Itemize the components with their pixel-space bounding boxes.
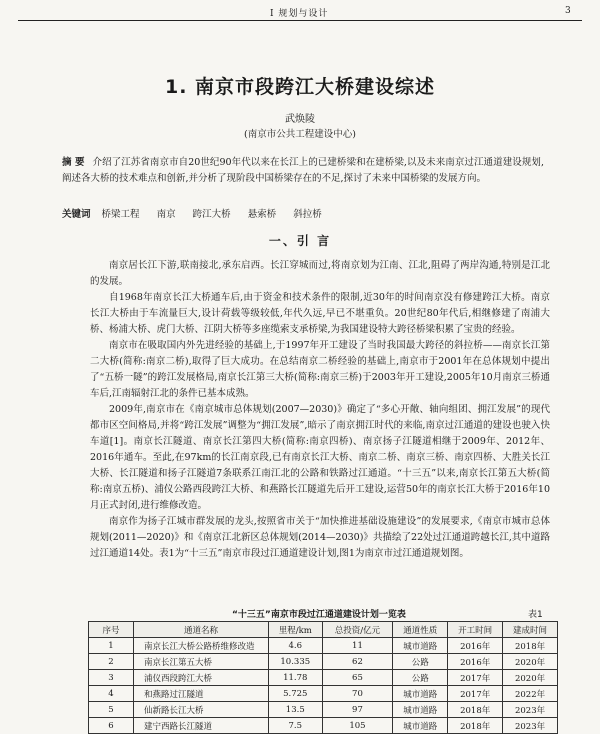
- table-cell: 和燕路过江隧道: [134, 686, 269, 702]
- table-cell: 6: [89, 718, 134, 734]
- keyword: 桥梁工程: [101, 209, 140, 220]
- table-cell: 城市道路: [393, 686, 448, 702]
- table-cell: 5.725: [269, 686, 323, 702]
- keyword: 跨江大桥: [192, 209, 231, 220]
- table-cell: 2018年: [448, 718, 503, 734]
- column-header: 总投资/亿元: [322, 622, 393, 638]
- table-cell: 仙新路长江大桥: [134, 702, 269, 718]
- table-cell: 3: [89, 670, 134, 686]
- page-number: 3: [565, 6, 571, 16]
- table-cell: 2020年: [503, 670, 558, 686]
- paragraph: 南京市在吸取国内外先进经验的基础上,于1997年开工建设了当时我国最大跨径的斜拉桥——南京长江第二大桥(简称:南京二桥),取得了巨大成功。在总结南京二桥经验的基础上,南京市于2001年在总体规划中提出了“五桥一隧”的跨江发展格局,南京长江第三大桥(简称:南京三桥)于2003年开工建设,2005年10月南京三桥通车后,江南辐射江北的条件已基本成熟。: [90, 340, 550, 399]
- table-cell: 城市道路: [393, 638, 448, 654]
- paragraph: 2009年,南京市在《南京城市总体规划(2007—2030)》确定了“多心开敞、轴向组团、拥江发展”的现代都市区空间格局,并将“跨江发展”调整为“拥江发展”,暗示了南京拥江时代的来临,南京过江通道的建设也驶入快车道[1]。南京长江隧道、南京长江第四大桥(简称:南京四桥)、南京扬子江隧道相继于2009年、2012年、2016年通车。至此,在97km的长江南京段,已有南京长江大桥、南京二桥、南京三桥、南京四桥、大胜关长江大桥、长江隧道和扬子江隧道7条联系江南江北的公路和铁路过江通道。“十三五”以来,南京长江第五大桥(简称:南京五桥)、浦仪公路西段跨江大桥、和燕路长江隧道先后开工建设,运营50年的南京长江大桥于2016年10月正式封闭,进行维修改造。: [90, 404, 550, 511]
- header-section: Ⅰ 规划与设计: [270, 9, 329, 19]
- affiliation: (南京市公共工程建设中心): [244, 129, 356, 140]
- keywords: [62, 206, 544, 220]
- abstract-label: 摘 要: [62, 157, 85, 168]
- table-number: 表1: [528, 610, 543, 620]
- table-cell: 11: [322, 638, 393, 654]
- table-cell: 11.78: [269, 670, 323, 686]
- table-cell: 65: [322, 670, 393, 686]
- table-cell: 105: [322, 718, 393, 734]
- table-cell: 2016年: [448, 638, 503, 654]
- table-cell: 公路: [393, 654, 448, 670]
- table-cell: 2023年: [503, 718, 558, 734]
- table-cell: 4: [89, 686, 134, 702]
- table-cell: 2023年: [503, 702, 558, 718]
- keyword: 南京: [156, 209, 176, 220]
- column-header: 序号: [89, 622, 134, 638]
- table-cell: 10.335: [269, 654, 323, 670]
- table-cell: 5: [89, 702, 134, 718]
- table-row: [89, 654, 558, 670]
- table-cell: 1: [89, 638, 134, 654]
- table-cell: 2017年: [448, 686, 503, 702]
- table-cell: 2: [89, 654, 134, 670]
- header-rule: [18, 20, 582, 21]
- table-cell: 浦仪西段跨江大桥: [134, 670, 269, 686]
- table-cell: 2016年: [448, 654, 503, 670]
- section-heading: 一、引 言: [268, 234, 332, 248]
- table-cell: 城市道路: [393, 702, 448, 718]
- column-header: 建成时间: [503, 622, 558, 638]
- body-text: [90, 258, 550, 562]
- article-title: 1. 南京市段跨江大桥建设综述: [164, 76, 436, 98]
- paragraph: 南京作为扬子江城市群发展的龙头,按照省市关于“加快推进基础设施建设”的发展要求,《南京市城市总体规划(2011—2020)》和《南京江北新区总体规划(2014—2030)》共描绘了22处过江通道跨越长江,其中道路过江通道14处。表1为“十三五”南京市段过江通道建设计划,图1为南京市过江通道规划图。: [90, 516, 550, 559]
- table-row: [89, 718, 558, 734]
- abstract: [62, 155, 544, 187]
- table-row: [89, 686, 558, 702]
- table-row: [89, 638, 558, 654]
- table-cell: 公路: [393, 670, 448, 686]
- table-cell: 2018年: [448, 702, 503, 718]
- keyword: 斜拉桥: [293, 209, 322, 220]
- table-title: “十三五”南京市段过江通道建设计划一览表: [232, 610, 406, 620]
- table-cell: 建宁西路长江隧道: [134, 718, 269, 734]
- table-cell: 2020年: [503, 654, 558, 670]
- paragraph: 自1968年南京长江大桥通车后,由于资金和技术条件的限制,近30年的时间南京没有修建跨江大桥。南京长江大桥由于车流量巨大,设计荷载等级较低,年代久远,早已不堪重负。20世纪80年代后,相继修建了南浦大桥、杨浦大桥、虎门大桥、江阴大桥等多座缆索支承桥梁,为我国建设特大跨径桥梁积累了宝贵的经验。: [90, 292, 550, 335]
- table-cell: 2017年: [448, 670, 503, 686]
- table-cell: 城市道路: [393, 718, 448, 734]
- author: 武焕陵: [285, 114, 315, 125]
- table-cell: 2018年: [503, 638, 558, 654]
- table-row: [89, 702, 558, 718]
- column-header: 通道性质: [393, 622, 448, 638]
- table-cell: 南京长江大桥公路桥维修改造: [134, 638, 269, 654]
- column-header: 通道名称: [134, 622, 269, 638]
- table-row: [89, 670, 558, 686]
- table-cell: 4.6: [269, 638, 323, 654]
- keywords-label: 关键词: [62, 209, 91, 220]
- table-cell: 62: [322, 654, 393, 670]
- table-header-row: [89, 622, 558, 638]
- running-header: [0, 6, 600, 20]
- abstract-text: 介绍了江苏省南京市自20世纪90年代以来在长江上的已建桥梁和在建桥梁,以及未来南京过江通道建设规划,阐述各大桥的技术难点和创新,并分析了现阶段中国桥梁存在的不足,探讨了未来中国桥梁的发展方向。: [62, 157, 544, 184]
- construction-plan-table: [88, 621, 558, 734]
- table-cell: 13.5: [269, 702, 323, 718]
- paragraph: 南京居长江下游,联南接北,承东启西。长江穿城而过,将南京划为江南、江北,阻碍了两岸沟通,特别是江北的发展。: [90, 260, 550, 287]
- table-cell: 南京长江第五大桥: [134, 654, 269, 670]
- column-header: 里程/km: [269, 622, 323, 638]
- column-header: 开工时间: [448, 622, 503, 638]
- keyword: 悬索桥: [247, 209, 277, 220]
- table-cell: 97: [322, 702, 393, 718]
- table-cell: 7.5: [269, 718, 323, 734]
- table-cell: 70: [322, 686, 393, 702]
- table-cell: 2022年: [503, 686, 558, 702]
